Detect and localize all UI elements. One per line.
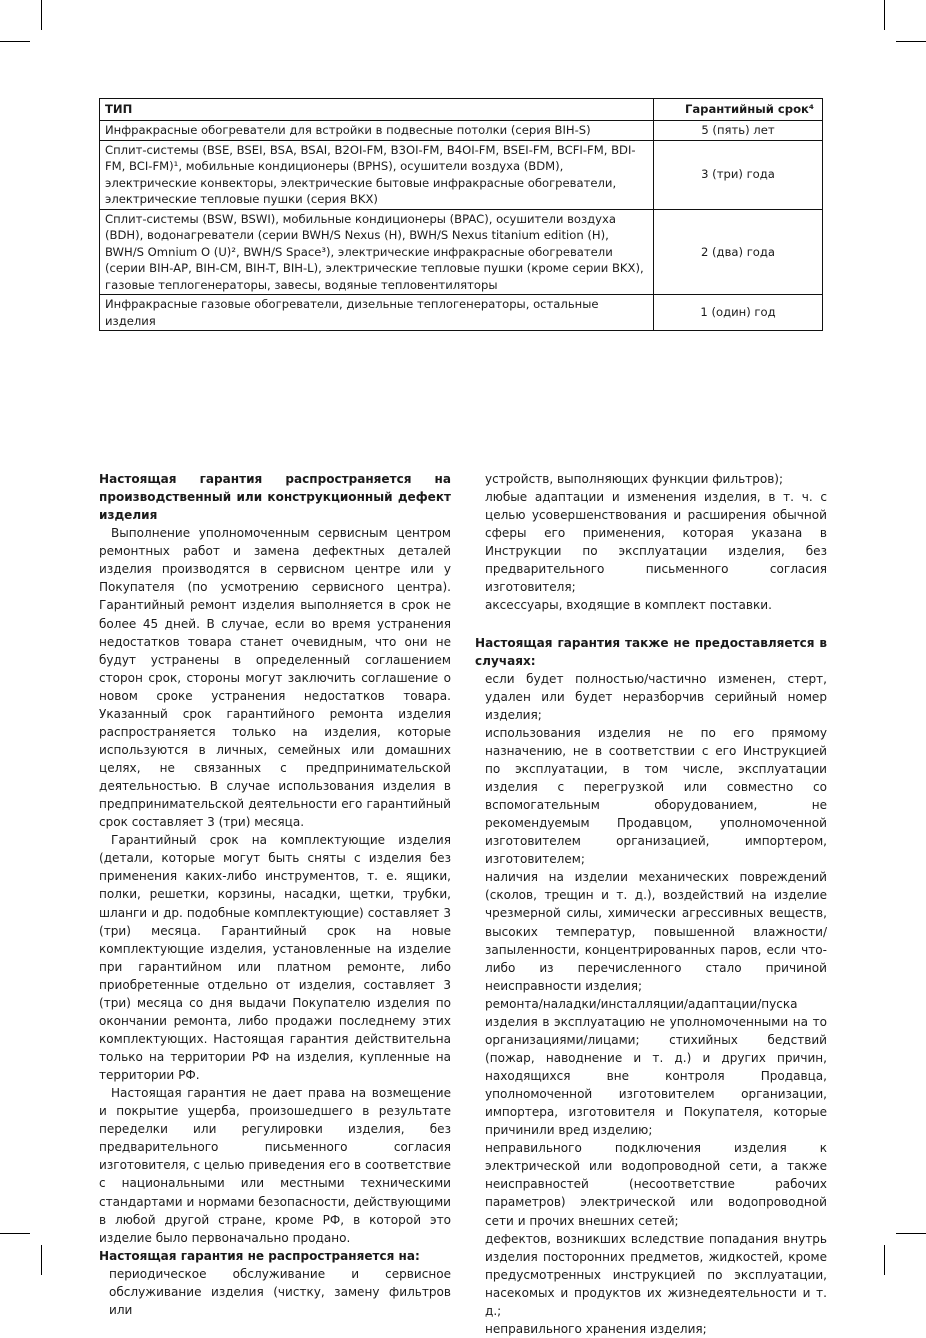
table-header-row bbox=[100, 99, 823, 121]
case-item: наличия на изделии механических повреждений (сколов, трещин и т. д.), воздействий на изделие чрезмерной силы, химически агрессивных веществ, высоких температур, повышенной влажности/запыленности, концентрированных паров, если что-либо из перечисленного стало причиной неисправности изделия; bbox=[485, 870, 827, 993]
exclusion-item-continued: устройств, выполняющих функции фильтров); bbox=[485, 472, 784, 486]
crop-mark-top-left-v bbox=[41, 0, 42, 30]
case-item: дефектов, возникших вследствие попадания внутрь изделия посторонних предметов, жидкостей, кроме предусмотренных инструкцией по эксплуатации, насекомых и продуктов их жизнедеятельности и т. д.; bbox=[485, 1231, 827, 1318]
section-heading-coverage: Настоящая гарантия распространяется на производственный или конструкционный дефект изделия bbox=[99, 472, 451, 523]
spacer bbox=[475, 615, 827, 634]
row-term: 3 (три) года bbox=[654, 140, 823, 209]
exclusion-item: любые адаптации и изменения изделия, в т. ч. с целью усовершенствования и расширения обычной сферы его применения, которая указана в Инструкции по эксплуатации изделия, без предварительного письменного согласия изготовителя; bbox=[485, 490, 827, 595]
crop-mark-top-right-v bbox=[884, 0, 885, 30]
paragraph-repair: Выполнение уполномоченным сервисным центром ремонтных работ и замена дефектных деталей изделия производятся в сервисном центре или у Покупателя (по усмотрению сервисного центра). Гарантийный ремонт изделия выполняется в срок не более 45 дней. В случае, если во время устранения недостатков товара станет очевидным, что они не будут устранены в определенный соглашением сторон срок, стороны могут заключить соглашение о новом сроке устранения недостатков товара. Указанный срок гарантийного ремонта изделия распространяется только на изделия, которые используются в личных, семейных или домашних целях, не связанных с предпринимательской деятельностью. В случае использования изделия в предпринимательской деятельности его гарантийный срок составляет 3 (три) месяца. bbox=[99, 526, 451, 830]
row-term: 1 (один) год bbox=[654, 295, 823, 331]
left-column bbox=[99, 470, 451, 1319]
header-warranty-term: Гарантийный срок⁴ bbox=[654, 99, 823, 121]
case-item: неправильного хранения изделия; bbox=[485, 1321, 707, 1336]
table-row bbox=[100, 209, 823, 295]
crop-mark-bottom-right-h bbox=[896, 1233, 926, 1234]
row-term: 2 (два) года bbox=[654, 209, 823, 295]
row-type: Инфракрасные обогреватели для встройки в подвесные потолки (серия BIH-S) bbox=[100, 121, 654, 141]
crop-mark-top-left-h bbox=[0, 41, 30, 42]
exclusion-item: периодическое обслуживание и сервисное обслуживание изделия (чистку, замену фильтров или bbox=[109, 1266, 451, 1317]
crop-mark-top-right-h bbox=[896, 41, 926, 42]
crop-mark-bottom-left-h bbox=[0, 1233, 30, 1234]
case-item: ремонта/наладки/инсталляции/адаптации/пуска изделия в эксплуатацию не уполномоченными на то организациями/лицами; стихийных бедствий (пожар, наводнение и т. д.) и других причин, находящихся вне контроля Продавца, уполномоченной изготовителем организации, импортера, изготовителя и Покупателя, которые причинили вред изделию; bbox=[485, 996, 827, 1138]
exclusion-item: аксессуары, входящие в комплект поставки. bbox=[485, 598, 772, 613]
crop-mark-bottom-right-v bbox=[884, 1245, 885, 1275]
case-item: если будет полностью/частично изменен, стерт, удален или будет неразборчив серийный номер изделия; bbox=[485, 671, 827, 722]
paragraph-components: Гарантийный срок на комплектующие изделия (детали, которые могут быть сняты с изделия без применения каких-либо инструментов, т. е. ящики, полки, решетки, корзины, насадки, щетки, трубки, шланги и др. подобные комплектующие) составляет 3 (три) месяца. Гарантийный срок на новые комплектующие изделия, установленные на изделие при гарантийном или платном ремонте, либо приобретенные отдельно от изделия, составляет 3 (три) месяца со дня выдачи Покупателю изделия по окончании ремонта, либо продажи последнему этих комплектующих. Настоящая гарантия действительна только на территории РФ на изделия, купленные на территории РФ. bbox=[99, 833, 451, 1083]
table-row bbox=[100, 295, 823, 331]
section-heading-not-provided: Настоящая гарантия также не предоставляется в случаях: bbox=[475, 635, 827, 668]
case-item: неправильного подключения изделия к электрической или водопроводной сети, а также неисправностей (несоответствие рабочих параметров) электрической или водопроводной сети и прочих внешних сетей; bbox=[485, 1141, 827, 1228]
table-row bbox=[100, 121, 823, 141]
section-heading-exclusions: Настоящая гарантия не распространяется на: bbox=[99, 1248, 420, 1263]
warranty-table bbox=[99, 98, 823, 331]
right-column bbox=[475, 470, 827, 1338]
row-term: 5 (пять) лет bbox=[654, 121, 823, 141]
row-type: Инфракрасные газовые обогреватели, дизельные теплогенераторы, остальные изделия bbox=[100, 295, 654, 331]
table-row bbox=[100, 140, 823, 209]
row-type: Сплит-системы (BSE, BSEI, BSA, BSAI, B2OI-FM, B3OI-FM, B4OI-FM, BSEI-FM, BCFI-FM, BDI-FM, BCI-FM)¹, мобильные кондиционеры (BPHS), осушители воздуха (BDM), электрические конвекторы, электрические бытовые инфракрасные обогреватели, электрические тепловые пушки (серия BKX) bbox=[100, 140, 654, 209]
crop-mark-bottom-left-v bbox=[41, 1245, 42, 1275]
case-item: использования изделия не по его прямому назначению, не в соответствии с его Инструкцией по эксплуатации, в том числе, эксплуатации изделия с перегрузкой или совместно со вспомогательным оборудованием, не рекомендуемым Продавцом, уполномоченной изготовителем организацией, импортером, изготовителем; bbox=[485, 725, 827, 867]
paragraph-damage: Настоящая гарантия не дает права на возмещение и покрытие ущерба, произошедшего в результате переделки или регулировки изделия, без предварительного письменного согласия изготовителя, с целью приведения его в соответствие с национальными или местными техническими стандартами и нормами безопасности, действующими в любой другой стране, кроме РФ, в которой это изделие было первоначально продано. bbox=[99, 1086, 451, 1245]
header-type: ТИП bbox=[100, 99, 654, 121]
row-type: Сплит-системы (BSW, BSWI), мобильные кондиционеры (BPAC), осушители воздуха (BDH), водонагреватели (серии BWH/S Nexus (H), BWH/S Nexus titanium edition (H), BWH/S Omnium O (U)², BWH/S Space³), электрические инфракрасные обогреватели (серии BIH-AP, BIH-CM, BIH-T, BIH-L), электрические тепловые пушки (кроме серии BKX), газовые теплогенераторы, завесы, водяные тепловентиляторы bbox=[100, 209, 654, 295]
